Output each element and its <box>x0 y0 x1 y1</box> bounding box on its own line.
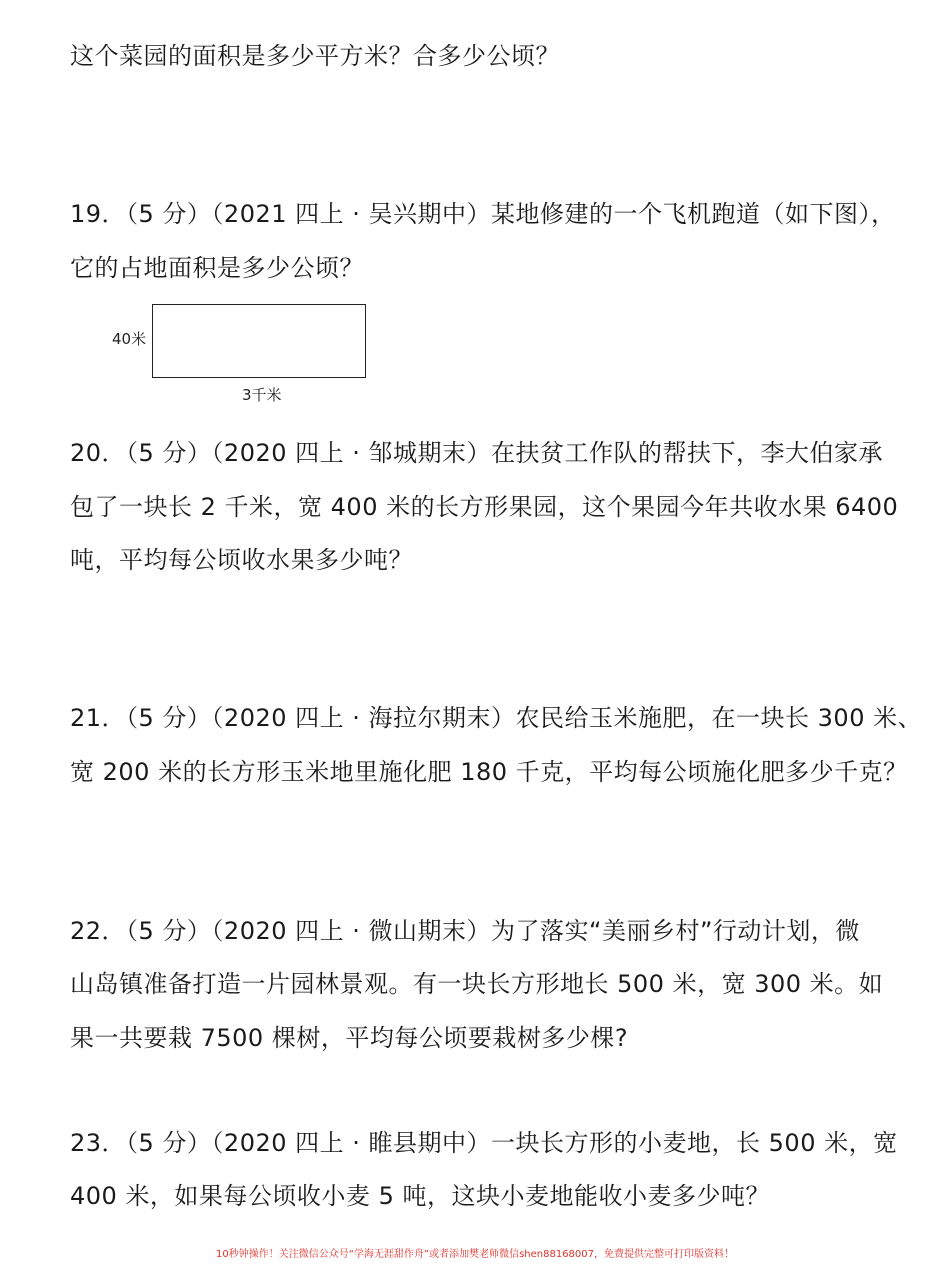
question-22-line-1: 22．（5 分）（2020 四上 · 微山期末）为了落实“美丽乡村”行动计划，微 <box>70 917 860 945</box>
footer-promo-text: 10秒钟操作！关注微信公众号“学海无涯甜作舟”或者添加樊老师微信shen88168007，免费提供完整可打印版资料！ <box>215 1249 735 1260</box>
question-20-line-1: 20．（5 分）（2020 四上 · 邹城期末）在扶贫工作队的帮扶下，李大伯家承 <box>70 439 884 467</box>
question-19-line-1: 19．（5 分）（2021 四上 · 吴兴期中）某地修建的一个飞机跑道（如下图）， <box>70 200 896 228</box>
question-21-line-1: 21．（5 分）（2020 四上 · 海拉尔期末）农民给玉米施肥，在一块长 300 米、 <box>70 704 923 732</box>
question-20-line-2: 包了一块长 2 千米，宽 400 米的长方形果园，这个果园今年共收水果 6400 <box>70 493 899 521</box>
question-22-line-2: 山岛镇准备打造一片园林景观。有一块长方形地长 500 米，宽 300 米。如 <box>70 970 884 998</box>
question-22-line-3: 果一共要栽 7500 棵树，平均每公顷要栽树多少棵? <box>70 1024 629 1052</box>
question-23-line-1: 23．（5 分）（2020 四上 · 睢县期中）一块长方形的小麦地，长 500 米，宽 <box>70 1129 898 1157</box>
question-23-line-2: 400 米，如果每公顷收小麦 5 吨，这块小麦地能收小麦多少吨？ <box>70 1182 770 1210</box>
question-18-tail: 这个菜园的面积是多少平方米？合多少公顷？ <box>70 42 560 70</box>
runway-length-label: 3千米 <box>242 386 282 404</box>
question-21-line-2: 宽 200 米的长方形玉米地里施化肥 180 千克，平均每公顷施化肥多少千克？ <box>70 758 908 786</box>
runway-width-label: 40米 <box>112 330 147 348</box>
question-20-line-3: 吨，平均每公顷收水果多少吨？ <box>70 546 413 574</box>
question-19-line-2: 它的占地面积是多少公顷？ <box>70 254 364 282</box>
runway-rectangle <box>152 304 366 378</box>
runway-diagram <box>108 298 388 410</box>
